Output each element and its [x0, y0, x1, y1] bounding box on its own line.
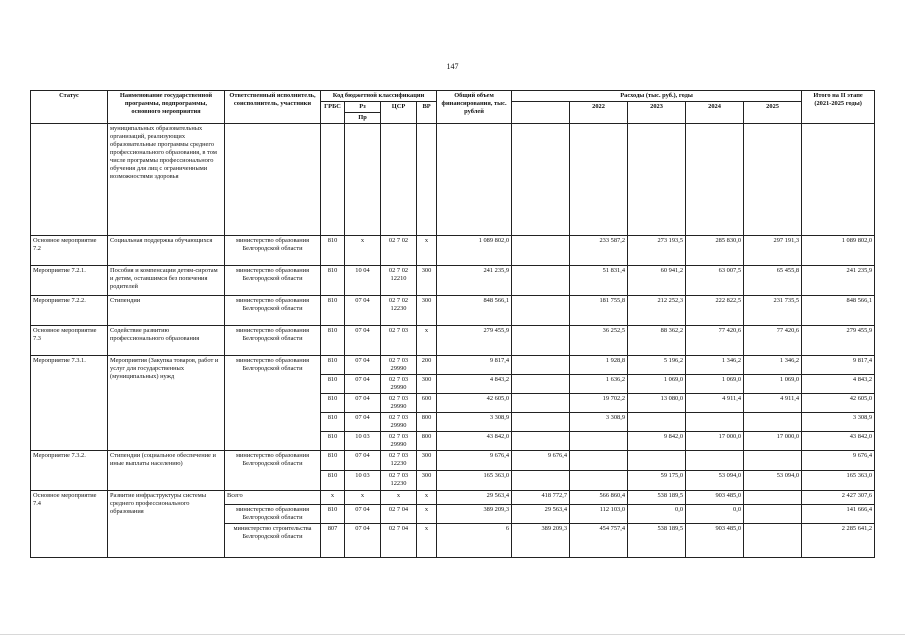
cell-rz: 07 04	[345, 413, 381, 432]
cell-vr: 300	[417, 375, 437, 394]
cell-total: 3 308,9	[437, 413, 512, 432]
cell-total: 29 563,4	[437, 491, 512, 505]
cell-vr: х	[417, 524, 437, 558]
cell-y2022	[570, 451, 628, 471]
cell-csr: 02 7 03 29990	[381, 356, 417, 375]
cell-vr: 800	[417, 432, 437, 451]
col-total: Общий объем финансирования, тыс. рублей	[437, 91, 512, 124]
cell-blank	[512, 326, 570, 356]
col-rz: Рз	[345, 102, 381, 113]
cell-vr: 300	[417, 266, 437, 296]
cell-total: 9 817,4	[437, 356, 512, 375]
budget-table	[30, 90, 875, 558]
cell-stage: 279 455,9	[802, 326, 875, 356]
cell-name: Социальная поддержка обучающихся	[108, 236, 225, 266]
cell-status: Основное мероприятие 7.2	[31, 236, 108, 266]
cell-name: Мероприятия (Закупка товаров, работ и услуг для государственных (муниципальных) нужд	[108, 356, 225, 451]
col-name: Наименование государственной программы, подпрограммы, основного мероприятия	[108, 91, 225, 124]
page-number: 147	[446, 62, 459, 71]
cell-csr: 02 7 03 12230	[381, 451, 417, 471]
cell-y2025	[744, 413, 802, 432]
cell-y2024: 1 346,2	[686, 356, 744, 375]
cell-y2022: 51 831,4	[570, 266, 628, 296]
col-2023: 2023	[628, 102, 686, 124]
cell-y2024: 285 830,0	[686, 236, 744, 266]
cell-executor: министерство образования Белгородской области	[225, 326, 321, 356]
cell-vr: 800	[417, 413, 437, 432]
cell-stage: 3 308,9	[802, 413, 875, 432]
cell-name: Стипендии	[108, 296, 225, 326]
cell-y2023	[628, 124, 686, 236]
cell-y2023	[628, 413, 686, 432]
cell-rz: 10 03	[345, 471, 381, 491]
cell-total: 6	[437, 524, 512, 558]
cell-name: Пособия и компенсации детям-сиротам и детям, оставшимся без попечения родителей	[108, 266, 225, 296]
cell-grbs: 810	[321, 236, 345, 266]
cell-grbs: х	[321, 491, 345, 505]
col-budget-code: Код бюджетной классификации	[321, 91, 437, 102]
cell-blank	[512, 296, 570, 326]
cell-y2023	[628, 451, 686, 471]
cell-blank	[512, 394, 570, 413]
cell-name: Содействие развитию профессионального образования	[108, 326, 225, 356]
cell-csr: 02 7 02	[381, 236, 417, 266]
cell-y2022: 454 757,4	[570, 524, 628, 558]
cell-rz: 10 04	[345, 266, 381, 296]
cell-y2025	[744, 451, 802, 471]
cell-executor: министерство образования Белгородской области	[225, 296, 321, 326]
cell-executor	[225, 124, 321, 236]
cell-y2024: 77 420,6	[686, 326, 744, 356]
cell-y2022: 112 103,0	[570, 505, 628, 524]
table-row	[31, 296, 875, 326]
cell-vr: х	[417, 236, 437, 266]
cell-blank	[512, 413, 570, 432]
cell-total: 43 842,0	[437, 432, 512, 451]
cell-y2023: 538 189,5	[628, 524, 686, 558]
cell-rz: 07 04	[345, 375, 381, 394]
cell-y2024	[686, 124, 744, 236]
cell-total: 241 235,9	[437, 266, 512, 296]
cell-y2024: 1 069,0	[686, 375, 744, 394]
cell-stage: 241 235,9	[802, 266, 875, 296]
cell-rz: х	[345, 236, 381, 266]
cell-stage: 2 285 641,2	[802, 524, 875, 558]
cell-grbs: 810	[321, 394, 345, 413]
cell-total	[437, 124, 512, 236]
cell-blank	[512, 266, 570, 296]
cell-y2023: 273 193,5	[628, 236, 686, 266]
cell-vr	[417, 124, 437, 236]
cell-name: Стипендии (социальное обеспечение и иные выплаты населению)	[108, 451, 225, 491]
cell-y2023: 60 941,2	[628, 266, 686, 296]
cell-blank: 418 772,7	[512, 491, 570, 505]
cell-blank	[512, 375, 570, 394]
cell-csr	[381, 124, 417, 236]
cell-name: Развитие инфраструктуры системы среднего профессионального образования	[108, 491, 225, 558]
cell-y2023: 88 362,2	[628, 326, 686, 356]
cell-y2022: 1 636,2	[570, 375, 628, 394]
cell-y2022: 3 308,9	[570, 413, 628, 432]
cell-status	[31, 124, 108, 236]
cell-y2024: 0,0	[686, 505, 744, 524]
cell-y2024	[686, 413, 744, 432]
cell-y2025	[744, 524, 802, 558]
cell-csr: 02 7 02 12210	[381, 266, 417, 296]
cell-rz: 07 04	[345, 326, 381, 356]
col-stage-total: Итого на II этапе (2021-2025 годы)	[802, 91, 875, 124]
cell-total: 165 363,0	[437, 471, 512, 491]
cell-total: 4 843,2	[437, 375, 512, 394]
cell-executor: министерство строительства Белгородской области	[225, 524, 321, 558]
cell-total: 389 209,3	[437, 505, 512, 524]
page-edge-line	[0, 634, 905, 635]
cell-y2025: 231 735,5	[744, 296, 802, 326]
cell-vr: х	[417, 326, 437, 356]
cell-stage: 165 363,0	[802, 471, 875, 491]
cell-grbs: 810	[321, 296, 345, 326]
cell-name: муниципальных образовательных организаций, реализующих образовательные программы среднего профессионального образования, в том числе программы профессионального обучения для лиц с ограниченными возможностями здоровья	[108, 124, 225, 236]
cell-rz	[345, 124, 381, 236]
cell-y2022: 19 702,2	[570, 394, 628, 413]
cell-blank	[512, 124, 570, 236]
col-csr: ЦСР	[381, 102, 417, 124]
cell-y2025: 297 191,3	[744, 236, 802, 266]
cell-y2023: 59 175,0	[628, 471, 686, 491]
cell-y2024: 53 094,0	[686, 471, 744, 491]
cell-y2022: 181 755,8	[570, 296, 628, 326]
cell-csr: 02 7 04	[381, 524, 417, 558]
cell-y2023: 9 842,0	[628, 432, 686, 451]
cell-y2022: 36 252,5	[570, 326, 628, 356]
cell-csr: х	[381, 491, 417, 505]
cell-total: 9 676,4	[437, 451, 512, 471]
cell-blank	[512, 356, 570, 375]
cell-y2024: 17 000,0	[686, 432, 744, 451]
cell-blank: 389 209,3	[512, 524, 570, 558]
cell-stage: 9 817,4	[802, 356, 875, 375]
cell-status: Мероприятие 7.2.1.	[31, 266, 108, 296]
cell-executor: министерство образования Белгородской области	[225, 236, 321, 266]
cell-vr: х	[417, 505, 437, 524]
cell-y2022	[570, 471, 628, 491]
cell-executor: Всего	[225, 491, 321, 505]
cell-grbs: 810	[321, 451, 345, 471]
table-row	[31, 326, 875, 356]
cell-y2023: 0,0	[628, 505, 686, 524]
table-row	[31, 266, 875, 296]
cell-stage: 4 843,2	[802, 375, 875, 394]
cell-status: Мероприятие 7.2.2.	[31, 296, 108, 326]
cell-vr: 300	[417, 471, 437, 491]
cell-grbs	[321, 124, 345, 236]
cell-y2025: 1 069,0	[744, 375, 802, 394]
cell-y2025: 65 455,8	[744, 266, 802, 296]
cell-y2025: 1 346,2	[744, 356, 802, 375]
table-row	[31, 451, 875, 471]
cell-rz: 07 04	[345, 356, 381, 375]
cell-y2025: 17 000,0	[744, 432, 802, 451]
cell-y2024: 903 485,0	[686, 491, 744, 505]
cell-y2023: 5 196,2	[628, 356, 686, 375]
cell-y2024	[686, 451, 744, 471]
cell-csr: 02 7 03 29990	[381, 413, 417, 432]
cell-grbs: 810	[321, 432, 345, 451]
cell-total: 848 566,1	[437, 296, 512, 326]
cell-status: Мероприятие 7.3.1.	[31, 356, 108, 451]
col-grbs: ГРБС	[321, 102, 345, 124]
cell-blank: 29 563,4	[512, 505, 570, 524]
cell-grbs: 810	[321, 413, 345, 432]
cell-rz: 07 04	[345, 296, 381, 326]
cell-y2023: 538 189,5	[628, 491, 686, 505]
table-row	[31, 124, 875, 236]
cell-grbs: 810	[321, 326, 345, 356]
cell-stage: 2 427 307,6	[802, 491, 875, 505]
cell-rz: 10 03	[345, 432, 381, 451]
cell-y2022: 233 587,2	[570, 236, 628, 266]
cell-blank	[512, 432, 570, 451]
cell-status: Мероприятие 7.3.2.	[31, 451, 108, 491]
cell-y2025: 77 420,6	[744, 326, 802, 356]
cell-status: Основное мероприятие 7.3	[31, 326, 108, 356]
cell-csr: 02 7 03	[381, 326, 417, 356]
table-row	[31, 236, 875, 266]
cell-stage: 141 666,4	[802, 505, 875, 524]
table-row	[31, 356, 875, 375]
col-executor: Ответственный исполнитель, соисполнитель, участники	[225, 91, 321, 124]
cell-y2024: 903 485,0	[686, 524, 744, 558]
cell-vr: 600	[417, 394, 437, 413]
cell-executor: министерство образования Белгородской области	[225, 505, 321, 524]
cell-y2022: 1 928,8	[570, 356, 628, 375]
cell-executor: министерство образования Белгородской области	[225, 451, 321, 491]
cell-stage: 43 842,0	[802, 432, 875, 451]
cell-grbs: 810	[321, 471, 345, 491]
cell-y2025	[744, 491, 802, 505]
cell-blank	[512, 471, 570, 491]
cell-y2025: 4 911,4	[744, 394, 802, 413]
col-blank	[512, 102, 570, 124]
cell-vr: 200	[417, 356, 437, 375]
cell-stage: 1 089 802,0	[802, 236, 875, 266]
cell-rz: х	[345, 491, 381, 505]
cell-csr: 02 7 03 12230	[381, 471, 417, 491]
cell-csr: 02 7 03 29990	[381, 394, 417, 413]
cell-grbs: 810	[321, 505, 345, 524]
col-2022: 2022	[570, 102, 628, 124]
cell-total: 1 089 802,0	[437, 236, 512, 266]
cell-y2022	[570, 432, 628, 451]
cell-rz: 07 04	[345, 394, 381, 413]
cell-executor: министерство образования Белгородской области	[225, 266, 321, 296]
cell-grbs: 810	[321, 375, 345, 394]
cell-rz: 07 04	[345, 505, 381, 524]
cell-status: Основное мероприятие 7.4	[31, 491, 108, 558]
table-row	[31, 491, 875, 505]
cell-stage: 848 566,1	[802, 296, 875, 326]
cell-y2022	[570, 124, 628, 236]
cell-y2024: 222 822,5	[686, 296, 744, 326]
cell-y2022: 566 860,4	[570, 491, 628, 505]
col-status: Статус	[31, 91, 108, 124]
cell-vr: х	[417, 491, 437, 505]
col-2025: 2025	[744, 102, 802, 124]
cell-blank	[512, 236, 570, 266]
cell-blank: 9 676,4	[512, 451, 570, 471]
cell-grbs: 807	[321, 524, 345, 558]
col-expenses: Расходы (тыс. руб.), годы	[512, 91, 802, 102]
cell-stage: 9 676,4	[802, 451, 875, 471]
cell-y2023: 13 080,0	[628, 394, 686, 413]
cell-y2023: 1 069,0	[628, 375, 686, 394]
cell-vr: 300	[417, 451, 437, 471]
cell-y2024: 4 911,4	[686, 394, 744, 413]
cell-csr: 02 7 03 29990	[381, 375, 417, 394]
cell-y2025	[744, 124, 802, 236]
cell-rz: 07 04	[345, 451, 381, 471]
cell-total: 42 605,0	[437, 394, 512, 413]
col-pr: Пр	[345, 113, 381, 124]
cell-grbs: 810	[321, 356, 345, 375]
cell-stage: 42 605,0	[802, 394, 875, 413]
col-2024: 2024	[686, 102, 744, 124]
cell-rz: 07 04	[345, 524, 381, 558]
header-row	[31, 91, 875, 102]
cell-y2024: 63 007,5	[686, 266, 744, 296]
cell-vr: 300	[417, 296, 437, 326]
cell-y2025: 53 094,0	[744, 471, 802, 491]
cell-csr: 02 7 02 12230	[381, 296, 417, 326]
cell-stage	[802, 124, 875, 236]
col-vr: ВР	[417, 102, 437, 124]
cell-grbs: 810	[321, 266, 345, 296]
cell-csr: 02 7 03 29990	[381, 432, 417, 451]
cell-csr: 02 7 04	[381, 505, 417, 524]
cell-total: 279 455,9	[437, 326, 512, 356]
cell-executor: министерство образования Белгородской области	[225, 356, 321, 451]
cell-y2025	[744, 505, 802, 524]
cell-y2023: 212 252,3	[628, 296, 686, 326]
